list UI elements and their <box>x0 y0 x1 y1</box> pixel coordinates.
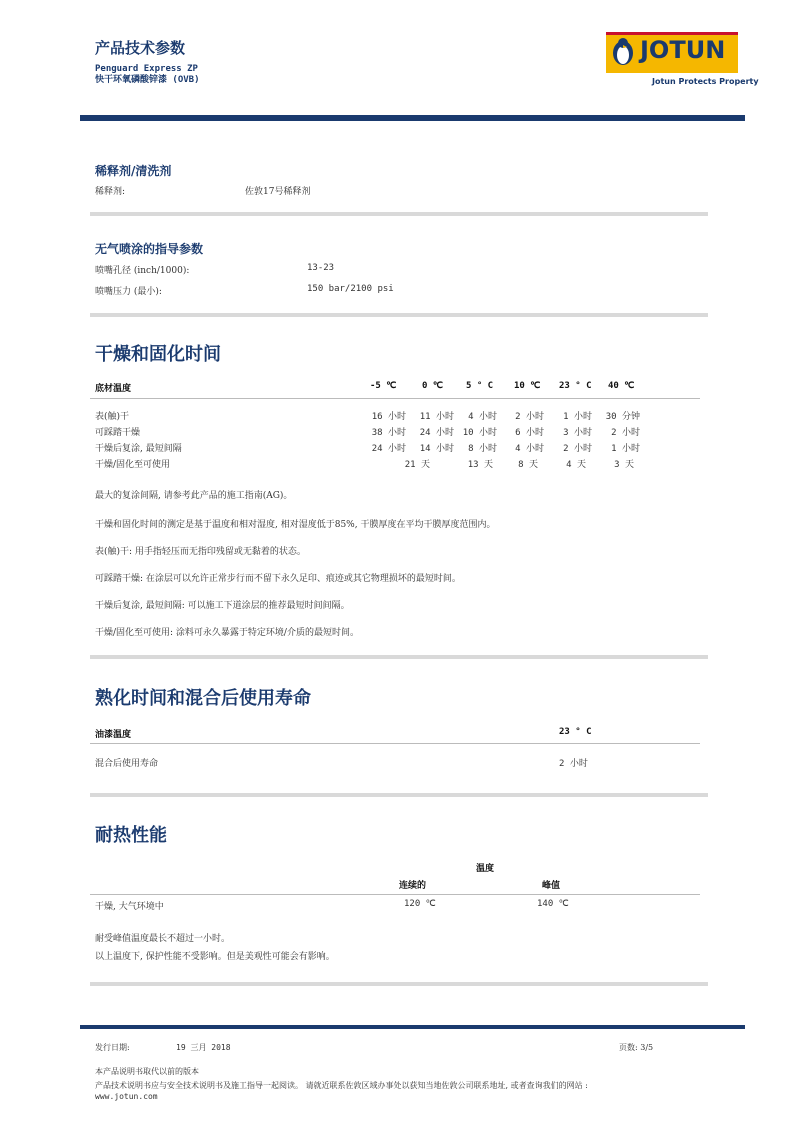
section-separator <box>90 655 708 659</box>
row-label-overcoat-min: 干燥后复涂, 最短间隔 <box>95 444 182 454</box>
drying-note: 干燥和固化时间的测定是基于温度和相对湿度, 相对湿度低于85%, 干膜厚度在平均干膜厚度范围内。 <box>95 520 496 530</box>
penguin-icon <box>610 36 636 66</box>
table-cell: 4 小时 <box>468 412 497 422</box>
drying-note: 干燥/固化至可使用: 涂料可永久暴露于特定环境/介质的最短时间。 <box>95 628 359 638</box>
nozzle-tip-label: 喷嘴孔径 (inch/1000): <box>95 266 190 276</box>
nozzle-pressure-value: 150 bar/2100 psi <box>307 284 394 294</box>
footer-supersedes: 本产品说明书取代以前的版本 <box>95 1067 199 1076</box>
drying-note: 最大的复涂间隔, 请参考此产品的施工指南(AG)。 <box>95 491 293 501</box>
table-cell: 24 小时 <box>419 428 454 438</box>
table-cell: 8 小时 <box>468 444 497 454</box>
table-cell: 6 小时 <box>515 428 544 438</box>
drying-heading: 干燥和固化时间 <box>95 344 221 365</box>
paint-temp-header: 油漆温度 <box>95 730 132 740</box>
table-cell: 13 天 <box>467 460 493 470</box>
temp-col-5: 23 ° C <box>559 381 592 391</box>
temp-col-4: 10 ℃ <box>514 381 541 391</box>
paint-temp-col: 23 ° C <box>559 727 592 737</box>
potlife-heading: 熟化时间和混合后使用寿命 <box>95 688 311 709</box>
page-number: 页数: 3/5 <box>619 1043 654 1052</box>
table-cell: 1 小时 <box>563 412 592 422</box>
product-name <box>95 64 200 86</box>
table-rule <box>90 894 700 895</box>
temp-col-6: 40 ℃ <box>608 381 635 391</box>
section-separator <box>90 212 708 216</box>
nozzle-tip-value: 13-23 <box>307 263 335 273</box>
potlife-row-label: 混合后使用寿命 <box>95 759 159 769</box>
table-cell: 24 小时 <box>371 444 406 454</box>
airless-heading: 无气喷涂的指导参数 <box>95 242 204 256</box>
substrate-temp-header: 底材温度 <box>95 384 132 394</box>
table-cell: 30 分钟 <box>605 412 640 422</box>
table-cell: 2 小时 <box>611 428 640 438</box>
temp-col-3: 5 ° C <box>466 381 494 391</box>
section-separator <box>90 982 708 986</box>
heat-row-label: 干燥, 大气环境中 <box>95 902 164 912</box>
website-link[interactable]: www.jotun.com <box>95 1092 158 1101</box>
row-label-touch-dry: 表(触)干 <box>95 412 130 422</box>
thinner-heading: 稀释剂/清洗剂 <box>95 164 172 178</box>
temp-col-2: 0 ℃ <box>422 381 443 391</box>
temperature-group-header: 温度 <box>476 864 495 874</box>
issue-date-value: 19 三月 2018 <box>176 1043 231 1052</box>
product-name-english: Penguard Express ZP <box>95 64 198 74</box>
header-rule <box>80 115 745 121</box>
drying-note: 表(触)干: 用手指轻压而无指印残留或无黏着的状态。 <box>95 547 306 557</box>
table-cell: 2 小时 <box>515 412 544 422</box>
document-title: 产品技术参数 <box>95 39 186 57</box>
drying-note: 干燥后复涂, 最短间隔: 可以施工下道涂层的推荐最短时间间隔。 <box>95 601 350 611</box>
nozzle-pressure-label: 喷嘴压力 (最小): <box>95 287 162 297</box>
heat-note: 耐受峰值温度最长不超过一小时。 <box>95 934 231 944</box>
table-cell: 38 小时 <box>371 428 406 438</box>
thinner-value: 佐敦17号稀释剂 <box>245 187 311 197</box>
thinner-label: 稀释剂: <box>95 187 126 197</box>
table-cell: 4 天 <box>566 460 586 470</box>
product-name-chinese: 快干环氧磷酸锌漆 (OVB) <box>95 75 200 85</box>
row-label-walk-on-dry: 可踩踏干燥 <box>95 428 141 438</box>
table-cell: 4 小时 <box>515 444 544 454</box>
continuous-header: 连续的 <box>399 881 427 891</box>
tagline: Jotun Protects Property <box>652 77 759 86</box>
footer-rule <box>80 1025 745 1029</box>
jotun-logo <box>606 30 738 72</box>
table-cell: 14 小时 <box>419 444 454 454</box>
table-cell: 16 小时 <box>371 412 406 422</box>
drying-note: 可踩踏干燥: 在涂层可以允许正常步行而不留下永久足印、痕迹或其它物理损坏的最短时间。 <box>95 574 461 584</box>
section-separator <box>90 313 708 317</box>
footer-notice: 产品技术说明书应与安全技术说明书及施工指导一起阅读。 请就近联系佐敦区域办事处以获知当地佐敦公司联系地址, 或者查询我们的网站 : <box>95 1081 588 1090</box>
continuous-value: 120 ℃ <box>404 899 436 909</box>
table-cell: 3 小时 <box>563 428 592 438</box>
table-cell: 10 小时 <box>462 428 497 438</box>
heat-heading: 耐热性能 <box>95 825 167 846</box>
heat-note: 以上温度下, 保护性能不受影响。但是美观性可能会有影响。 <box>95 952 335 962</box>
table-cell: 21 天 <box>404 460 430 470</box>
table-cell: 3 天 <box>614 460 634 470</box>
table-rule <box>90 398 700 399</box>
potlife-value: 2 小时 <box>559 759 588 769</box>
issue-date-label: 发行日期: <box>95 1043 130 1052</box>
peak-header: 峰值 <box>542 881 561 891</box>
table-rule <box>90 743 700 744</box>
table-cell: 11 小时 <box>419 412 454 422</box>
temp-col-1: -5 ℃ <box>370 381 397 391</box>
peak-value: 140 ℃ <box>537 899 569 909</box>
table-cell: 2 小时 <box>563 444 592 454</box>
row-label-cured-for-service: 干燥/固化至可使用 <box>95 460 171 470</box>
logo-wordmark: JOTUN <box>640 36 726 64</box>
table-cell: 1 小时 <box>611 444 640 454</box>
table-cell: 8 天 <box>518 460 538 470</box>
section-separator <box>90 793 708 797</box>
